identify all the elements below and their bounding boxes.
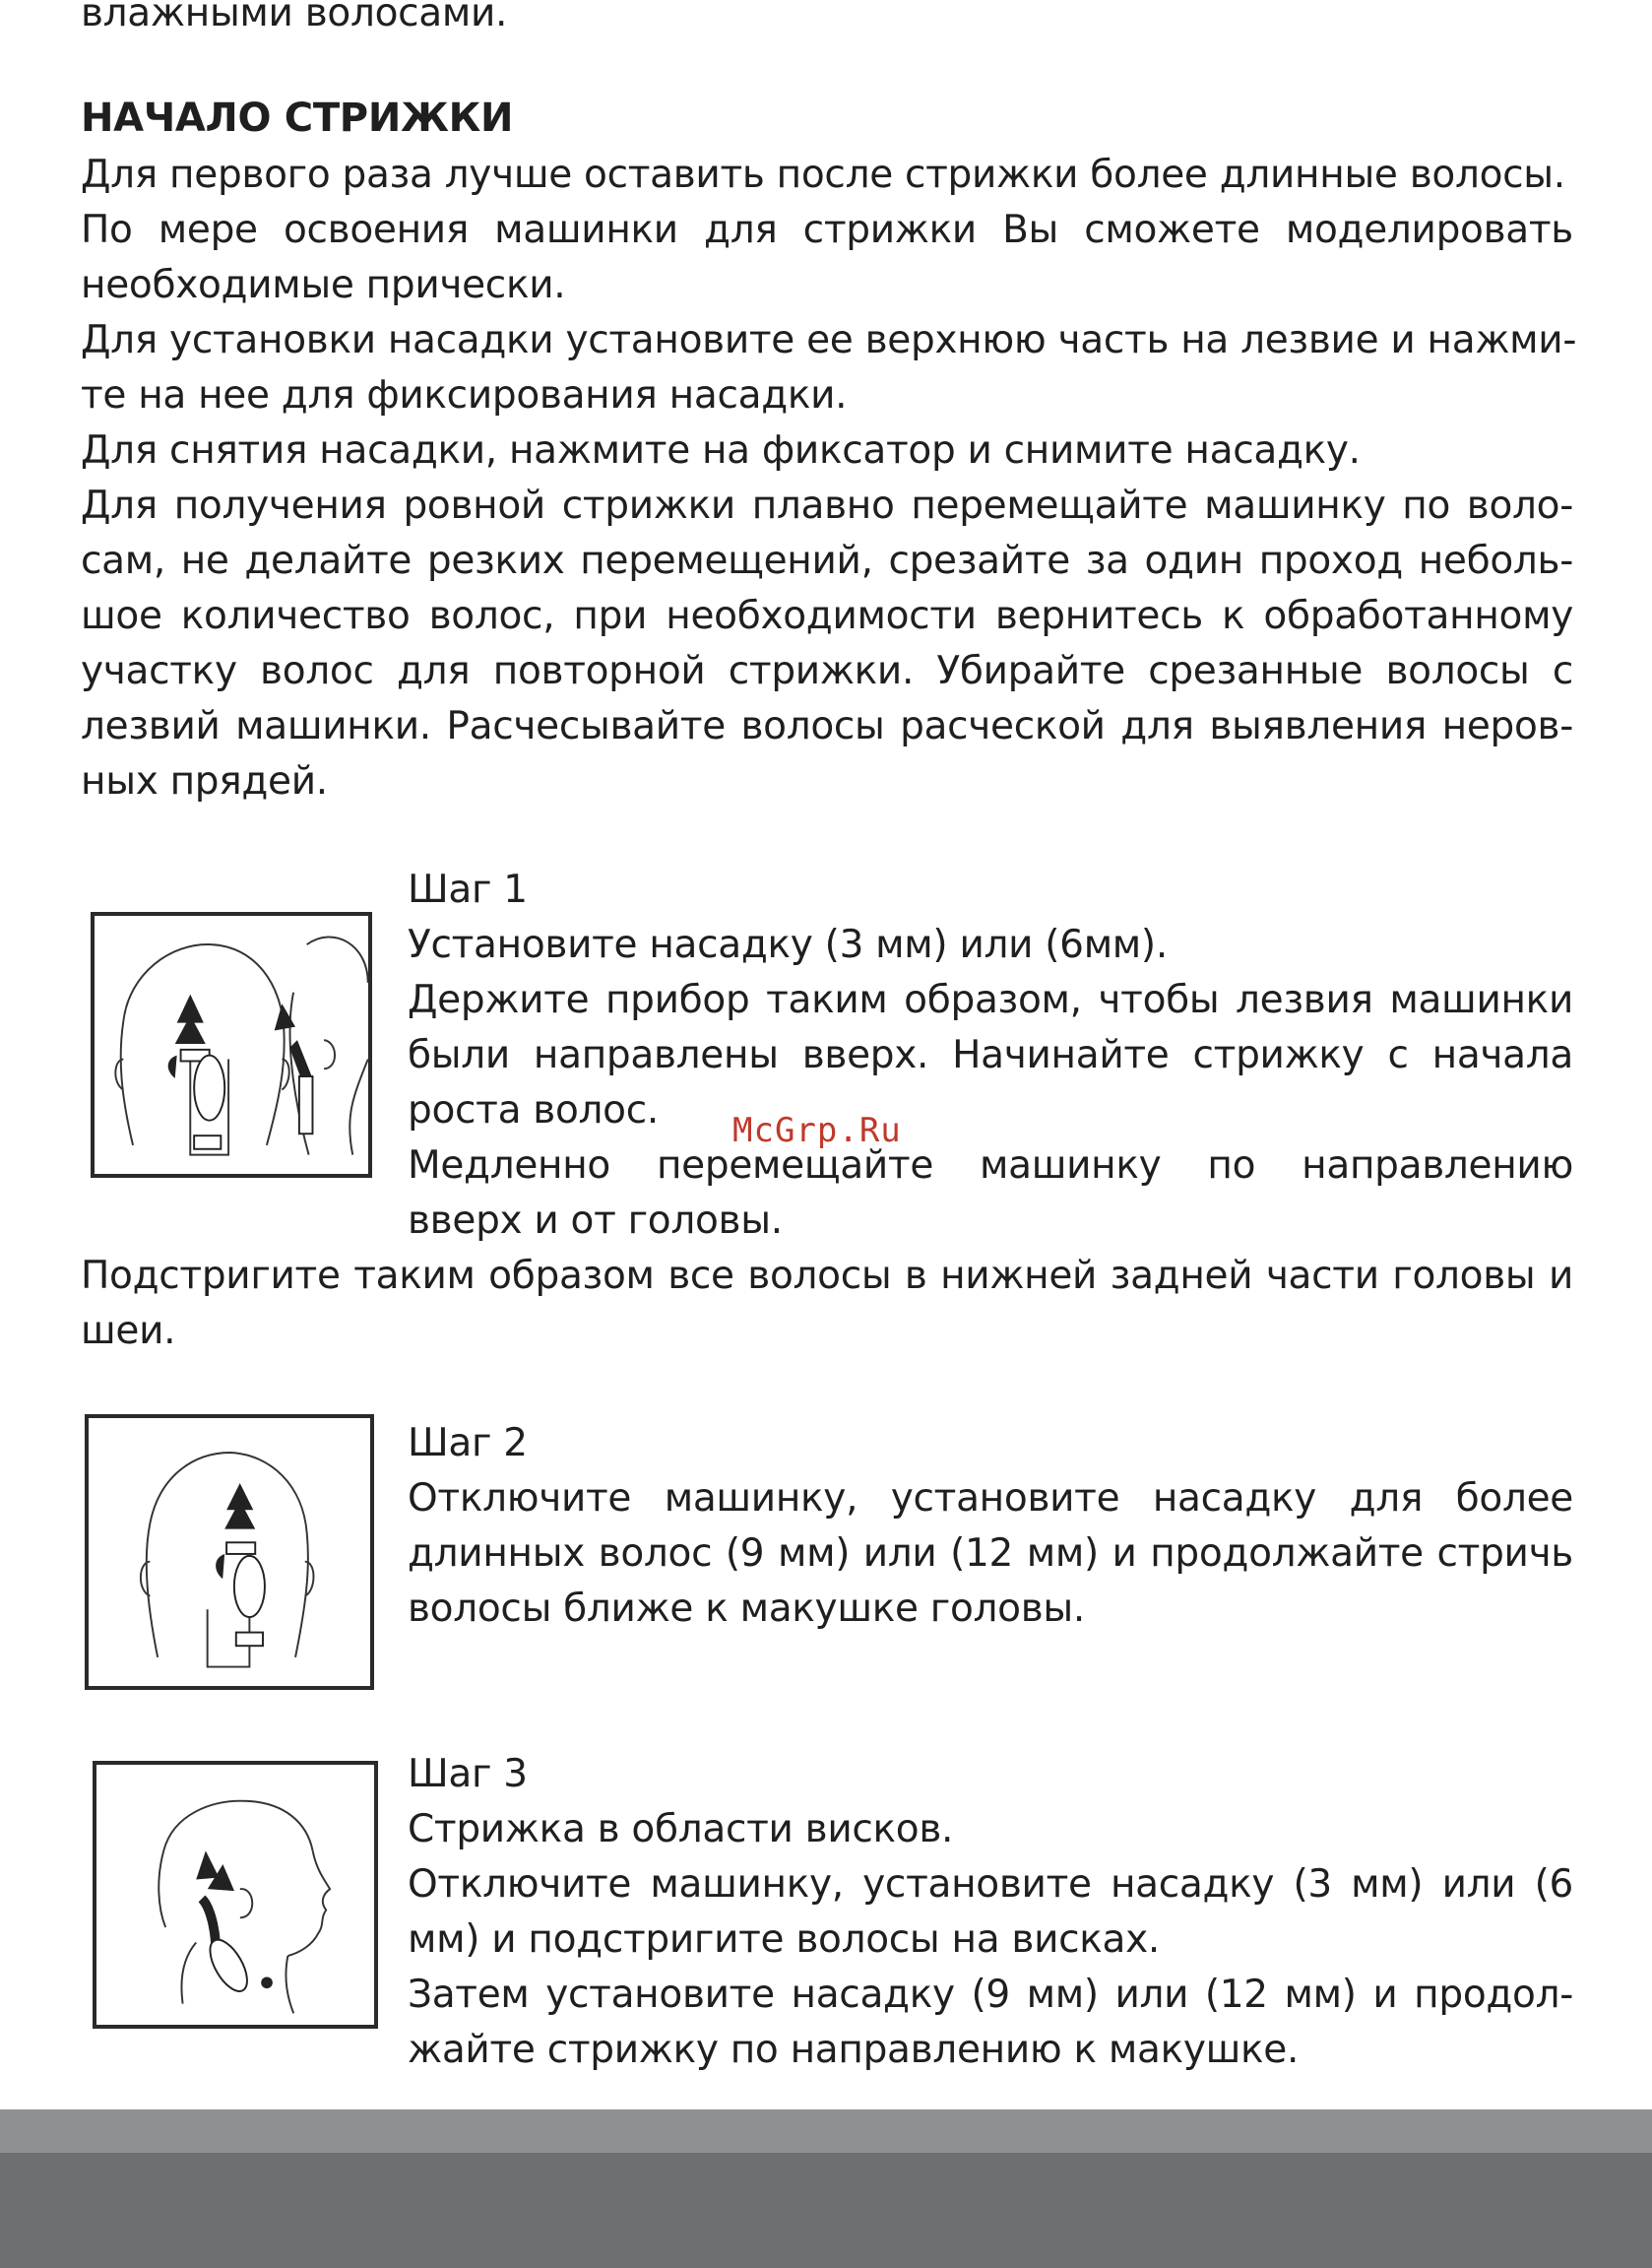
section-line: необходимые прически. <box>81 263 566 307</box>
step1-after-line: шеи. <box>81 1309 176 1353</box>
step2-line: длинных волос (9 мм) или (12 мм) и продолжайте стричь <box>408 1531 1573 1576</box>
head-back-and-side-icon <box>95 916 368 1174</box>
step2-line: волосы ближе к макушке головы. <box>408 1587 1085 1631</box>
step1-line: вверх и от головы. <box>408 1199 783 1243</box>
step1-line: Держите прибор таким образом, чтобы лезвия машинки <box>408 978 1573 1022</box>
step1-title: Шаг 1 <box>408 868 528 912</box>
step3-line: Стрижка в области висков. <box>408 1807 954 1851</box>
section-title: НАЧАЛО СТРИЖКИ <box>81 96 514 141</box>
section-line: лезвий машинки. Расчесывайте волосы расческой для выявления неров- <box>81 704 1573 748</box>
step3-line: мм) и подстригите волосы на висках. <box>408 1917 1160 1962</box>
section-line: участку волос для повторной стрижки. Убирайте срезанные волосы с <box>81 649 1573 693</box>
step2-title: Шаг 2 <box>408 1421 528 1465</box>
step1-line: роста волос. <box>408 1088 659 1133</box>
step1-line: были направлены вверх. Начинайте стрижку с начала <box>408 1033 1573 1077</box>
watermark: McGrp.Ru <box>732 1111 902 1150</box>
step2-illustration <box>85 1414 374 1690</box>
section-line: ных прядей. <box>81 759 328 804</box>
section-line: шое количество волос, при необходимости вернитесь к обработанному <box>81 594 1573 638</box>
step3-title: Шаг 3 <box>408 1752 528 1796</box>
section-line: По мере освоения машинки для стрижки Вы сможете моделировать <box>81 208 1573 252</box>
section-line: Для установки насадки установите ее верхнюю часть на лезвие и нажми- <box>81 318 1577 362</box>
step1-after-line: Подстригите таким образом все волосы в нижней задней части головы и <box>81 1254 1573 1298</box>
section-line: Для получения ровной стрижки плавно перемещайте машинку по воло- <box>81 484 1573 528</box>
top-fragment: влажными волосами. <box>81 0 508 35</box>
step3-illustration <box>93 1761 378 2029</box>
step3-line: жайте стрижку по направлению к макушке. <box>408 2028 1300 2072</box>
step1-illustration <box>91 912 372 1178</box>
section-line: Для снятия насадки, нажмите на фиксатор и снимите насадку. <box>81 428 1361 473</box>
footer-band-dark <box>0 2153 1652 2268</box>
head-side-icon <box>96 1765 374 2025</box>
head-back-icon <box>89 1418 370 1686</box>
step3-line: Затем установите насадку (9 мм) или (12 мм) и продол- <box>408 1973 1573 2017</box>
step1-line: Установите насадку (3 мм) или (6мм). <box>408 923 1168 967</box>
step3-line: Отключите машинку, установите насадку (3 мм) или (6 <box>408 1862 1573 1907</box>
footer-band-light <box>0 2109 1652 2153</box>
step2-line: Отключите машинку, установите насадку для более <box>408 1476 1573 1521</box>
section-line: Для первого раза лучше оставить после стрижки более длинные волосы. <box>81 153 1565 197</box>
section-line: те на нее для фиксирования насадки. <box>81 373 848 418</box>
section-line: сам, не делайте резких перемещений, срезайте за один проход неболь- <box>81 539 1573 583</box>
step1-line: Медленно перемещайте машинку по направлению <box>408 1143 1573 1188</box>
